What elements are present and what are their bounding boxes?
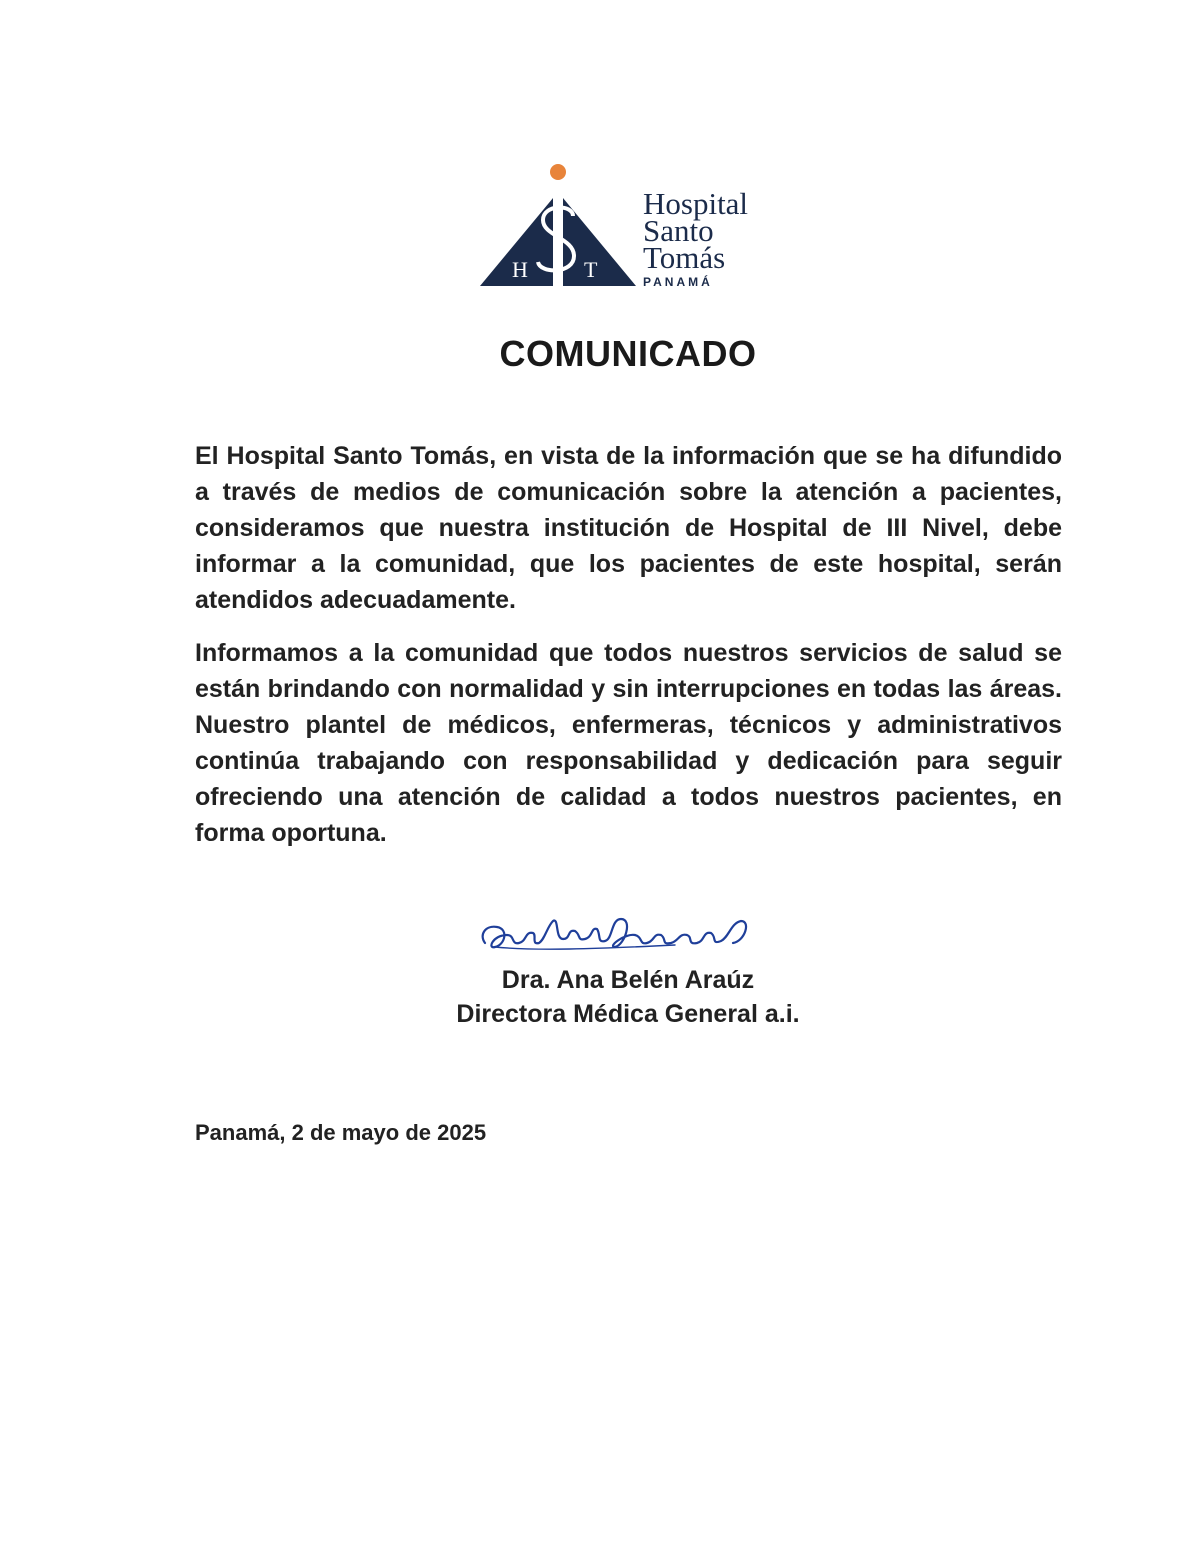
logo-monogram-h: H [512,257,528,282]
signer-name: Dra. Ana Belén Araúz [501,966,755,994]
hospital-logo [478,158,788,298]
logo-name-line-1: Hospital [643,186,749,221]
handwritten-signature [475,905,785,965]
signature-block [0,963,1200,1031]
hospital-logo-name [643,186,749,289]
document-title: COMUNICADO [499,333,757,374]
place-and-date: Panamá, 2 de mayo de 2025 [195,1120,487,1145]
paragraph-2: Informamos a la comunidad que todos nuestros servicios de salud se están brindando con normalidad y sin interrupciones en todas las áreas. Nuestro plantel de médicos, enfermeras, técnicos y administrativos continúa trabajando con responsabilidad y dedicación para seguir ofreciendo una atención de calidad a todos nuestros pacientes, en forma oportuna. [195,639,1062,847]
logo-name-line-3: Tomás [643,240,726,275]
paragraph-1: El Hospital Santo Tomás, en vista de la información que se ha difundido a través de medios de comunicación sobre la atención a pacientes, consideramos que nuestra institución de Hospital de III Nivel, debe informar a la comunidad, que los pacientes de este hospital, serán atendidos adecuadamente. [195,442,1062,614]
logo-monogram-t: T [584,257,598,282]
hospital-logo-mark [478,158,638,293]
logo-name-line-2: Santo [643,213,714,248]
logo-country: PANAMÁ [643,275,713,289]
signer-title: Directora Médica General a.i. [456,1000,800,1028]
